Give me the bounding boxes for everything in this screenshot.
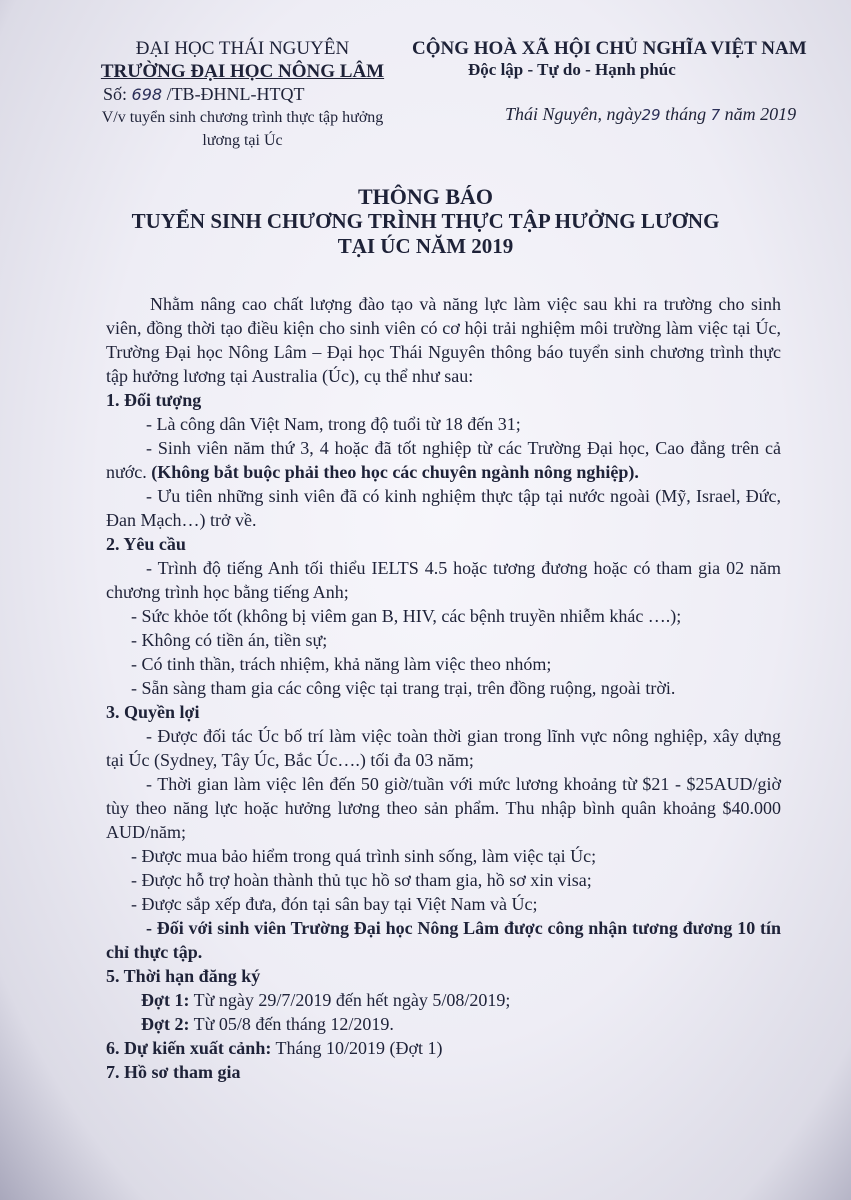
section-heading-target: 1. Đối tượng xyxy=(106,390,202,410)
national-title: CỘNG HOÀ XÃ HỘI CHỦ NGHĨA VIỆT NAM xyxy=(412,38,807,59)
document-body xyxy=(106,292,781,1084)
list-item-emphasis: - Đối với sinh viên Trường Đại học Nông Lâm được công nhận tương đương 10 tín chỉ thực tập. xyxy=(106,918,781,962)
list-item: - Được đối tác Úc bố trí làm việc toàn thời gian trong lĩnh vực nông nghiệp, xây dựng tại Úc (Sydney, Tây Úc, Bắc Úc….) tối đa 03 năm; xyxy=(106,726,781,770)
issue-date xyxy=(505,104,835,125)
round-1 xyxy=(106,988,781,1012)
list-item: - Thời gian làm việc lên đến 50 giờ/tuần với mức lương khoảng từ $21 - $25AUD/giờ tùy theo năng lực hoặc hưởng lương theo sản phẩm. Thu nhập bình quân khoảng $40.000 AUD/năm; xyxy=(106,774,781,842)
date-prefix: Thái Nguyên, ngày xyxy=(505,104,642,124)
section-heading-benefits: 3. Quyền lợi xyxy=(106,702,200,722)
departure-text: Tháng 10/2019 (Đợt 1) xyxy=(275,1038,443,1058)
departure-line xyxy=(106,1036,781,1060)
document-number-handwritten: 698 xyxy=(131,85,163,104)
document-subject: V/v tuyển sinh chương trình thực tập hưởng lương tại Úc xyxy=(101,109,384,149)
list-item: - Là công dân Việt Nam, trong độ tuổi từ 18 đến 31; xyxy=(146,414,521,434)
section-heading-deadline: 5. Thời hạn đăng ký xyxy=(106,966,261,986)
national-motto: Độc lập - Tự do - Hạnh phúc xyxy=(468,60,676,79)
list-item-emphasis: (Không bắt buộc phải theo học các chuyên ngành nông nghiệp). xyxy=(151,462,639,482)
list-item: - Không có tiền án, tiền sự; xyxy=(131,630,328,650)
round-1-label: Đợt 1: xyxy=(141,990,190,1010)
list-item: - Được mua bảo hiểm trong quá trình sinh sống, làm việc tại Úc; xyxy=(131,846,597,866)
section-heading-application: 7. Hồ sơ tham gia xyxy=(106,1062,241,1082)
document-title-line-3: TẠI ÚC NĂM 2019 xyxy=(337,234,514,258)
date-month-label: tháng xyxy=(665,104,707,124)
document-title: THÔNG BÁO xyxy=(357,184,494,209)
document-number-suffix: /TB-ĐHNL-HTQT xyxy=(166,84,305,104)
issuing-organization: TRƯỜNG ĐẠI HỌC NÔNG LÂM xyxy=(100,61,385,82)
round-2 xyxy=(106,1012,781,1036)
list-item: - Có tinh thần, trách nhiệm, khả năng làm việc theo nhóm; xyxy=(131,654,552,674)
document-title-line-2: TUYỂN SINH CHƯƠNG TRÌNH THỰC TẬP HƯỞNG LƯƠNG xyxy=(131,209,720,233)
date-year: năm 2019 xyxy=(724,104,797,124)
list-item: - Sẵn sàng tham gia các công việc tại trang trại, trên đồng ruộng, ngoài trời. xyxy=(131,678,676,698)
list-item: - Sức khỏe tốt (không bị viêm gan B, HIV, các bệnh truyền nhiễm khác ….); xyxy=(131,606,682,626)
list-item-text: - Sinh viên năm thứ 3, 4 hoặc đã tốt nghiệp từ các Trường Đại học, Cao đẳng trên cả nước. xyxy=(106,438,781,482)
list-item: - Được sắp xếp đưa, đón tại sân bay tại Việt Nam và Úc; xyxy=(131,894,538,914)
list-item: - Trình độ tiếng Anh tối thiểu IELTS 4.5 hoặc tương đương hoặc có tham gia 02 năm chương trình học bằng tiếng Anh; xyxy=(106,558,781,602)
round-1-text: Từ ngày 29/7/2019 đến hết ngày 5/08/2019; xyxy=(193,990,511,1010)
list-item: - Được hỗ trợ hoàn thành thủ tục hồ sơ tham gia, hồ sơ xin visa; xyxy=(131,870,592,890)
date-day-handwritten: 29 xyxy=(641,106,661,124)
list-item xyxy=(106,436,781,484)
list-item: - Ưu tiên những sinh viên đã có kinh nghiệm thực tập tại nước ngoài (Mỹ, Israel, Đức, Đan Mạch…) trở về. xyxy=(106,486,781,530)
section-heading-requirements: 2. Yêu cầu xyxy=(106,534,186,554)
round-2-text: Từ 05/8 đến tháng 12/2019. xyxy=(193,1014,394,1034)
parent-organization: ĐẠI HỌC THÁI NGUYÊN xyxy=(135,38,350,59)
round-2-label: Đợt 2: xyxy=(141,1014,190,1034)
intro-paragraph: Nhằm nâng cao chất lượng đào tạo và năng lực làm việc sau khi ra trường cho sinh viên, đồng thời tạo điều kiện cho sinh viên có cơ hội trải nghiệm môi trường làm việc tại Úc, Trường Đại học Nông Lâm – Đại học Thái Nguyên thông báo tuyển sinh chương trình thực tập hưởng lương tại Australia (Úc), cụ thể như sau: xyxy=(106,294,781,386)
document-number xyxy=(103,84,305,105)
section-heading-departure: 6. Dự kiến xuất cảnh: xyxy=(106,1038,272,1058)
document-number-prefix: Số: xyxy=(103,84,128,104)
date-month-handwritten: 7 xyxy=(710,106,721,124)
